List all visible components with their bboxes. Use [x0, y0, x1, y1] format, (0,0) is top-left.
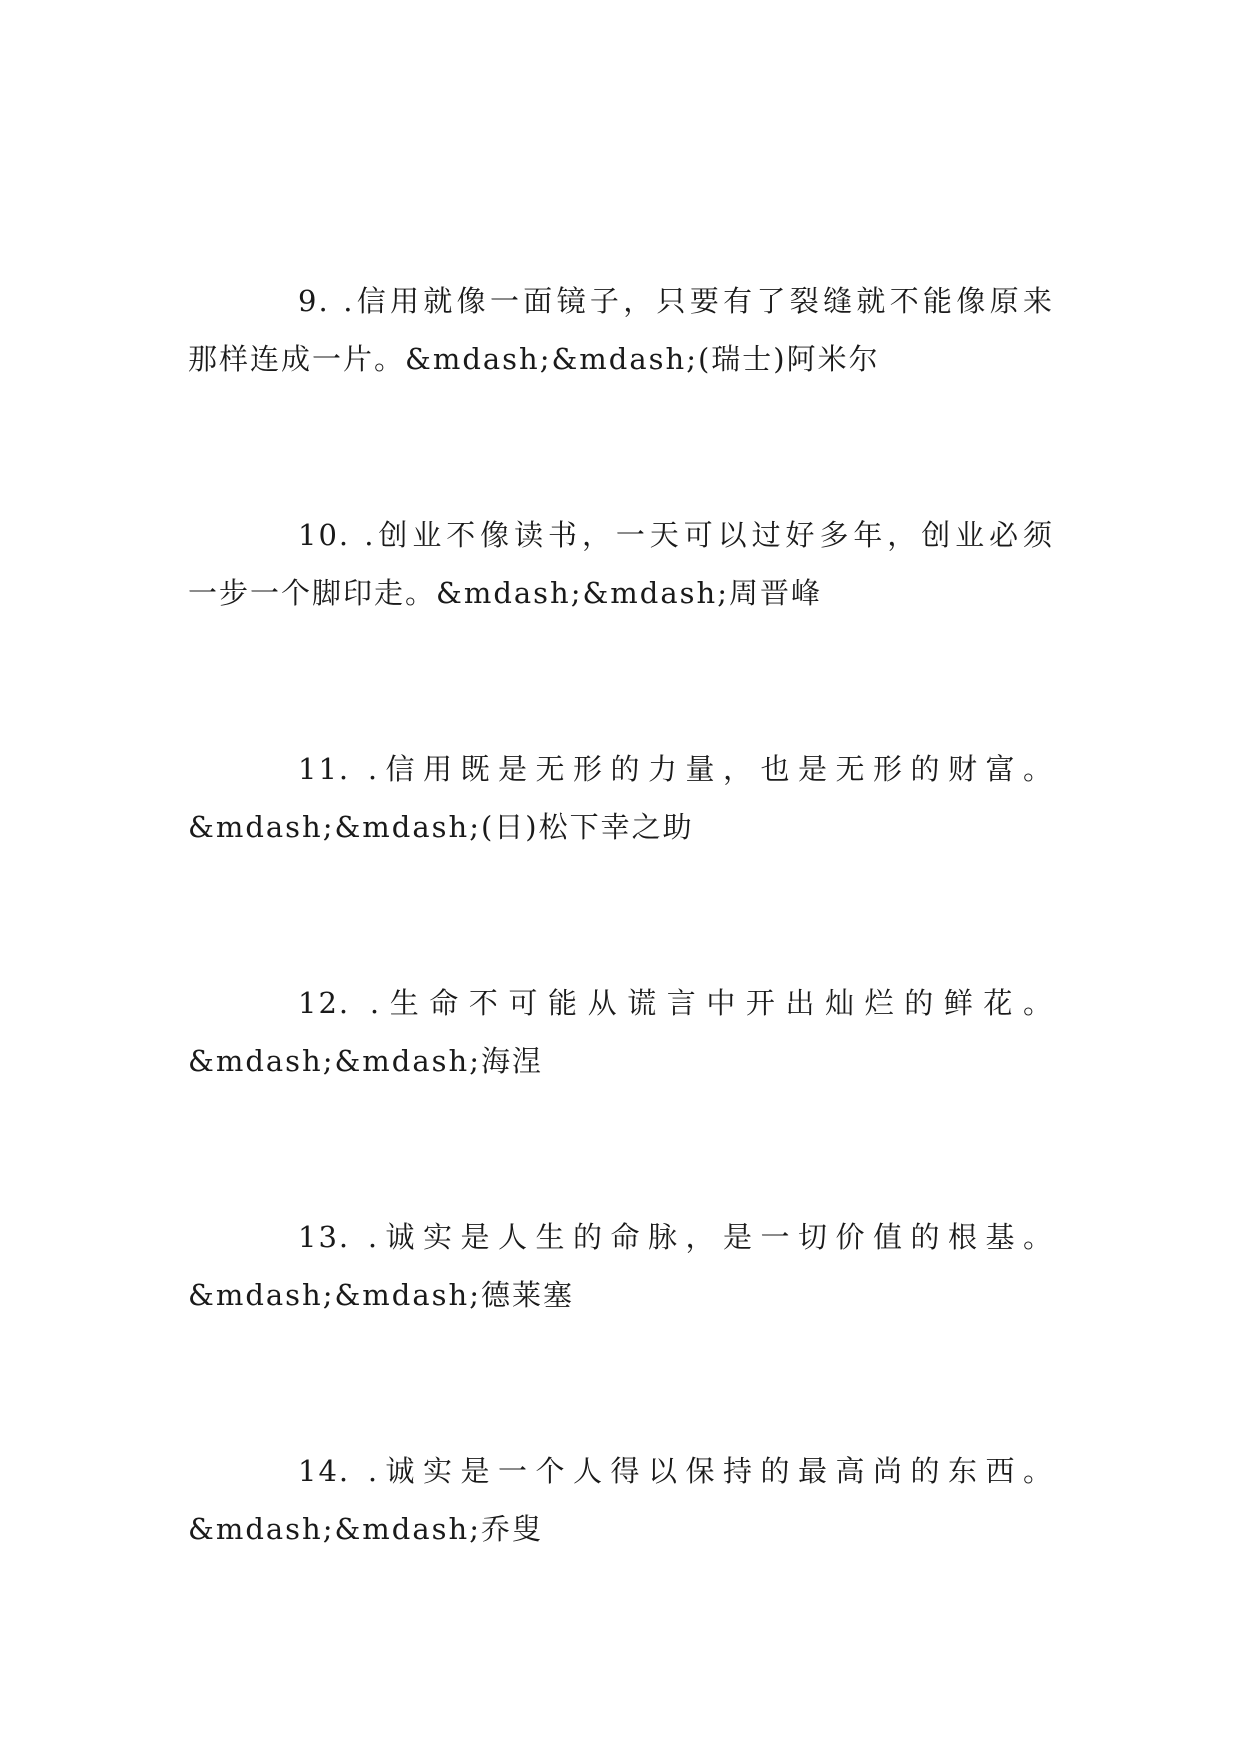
quote-entry-14 [188, 1442, 1054, 1558]
quote-attribution: &mdash;&mdash;海涅 [188, 1044, 543, 1078]
quote-entry-13 [188, 1208, 1054, 1324]
quote-text: 10. .创业不像读书，一天可以过好多年，创业必须 [298, 518, 1054, 552]
quote-attribution: &mdash;&mdash;乔叟 [188, 1512, 543, 1546]
quote-text: 11. .信用既是无形的力量，也是无形的财富。 [298, 752, 1054, 786]
quote-entry-10 [188, 506, 1054, 622]
quote-text: 13. .诚实是人生的命脉，是一切价值的根基。 [298, 1220, 1054, 1254]
quote-entry-12 [188, 974, 1054, 1090]
quote-entry-11 [188, 740, 1054, 856]
quote-attribution: &mdash;&mdash;德莱塞 [188, 1278, 574, 1312]
quote-entry-9 [188, 272, 1054, 388]
quote-attribution: 那样连成一片。&mdash;&mdash;(瑞士)阿米尔 [188, 342, 880, 376]
quote-text: 9. .信用就像一面镜子，只要有了裂缝就不能像原来 [298, 284, 1054, 318]
quote-text: 14. .诚实是一个人得以保持的最高尚的东西。 [298, 1454, 1054, 1488]
quote-attribution: 一步一个脚印走。&mdash;&mdash;周晋峰 [188, 576, 822, 610]
quote-attribution: &mdash;&mdash;(日)松下幸之助 [188, 810, 694, 844]
quote-text: 12. .生命不可能从谎言中开出灿烂的鲜花。 [298, 986, 1054, 1020]
